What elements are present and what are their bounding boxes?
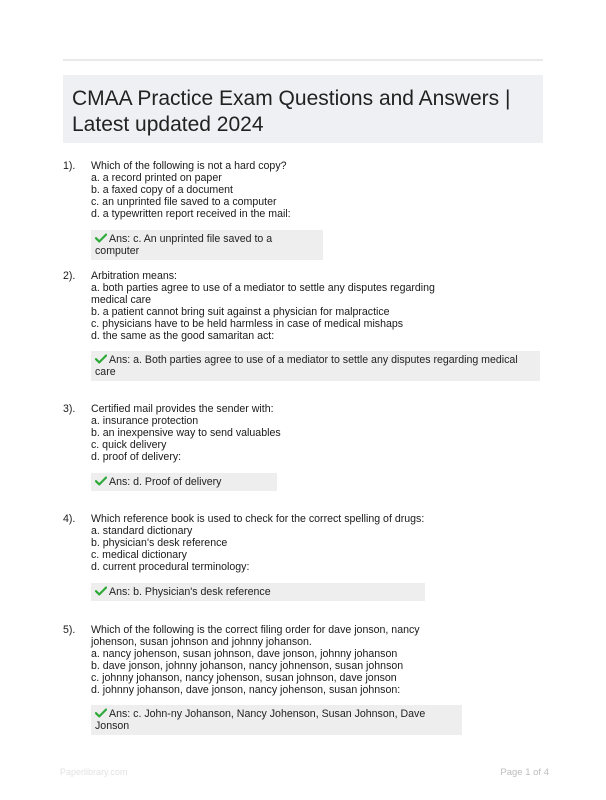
question-number: 4). — [63, 513, 76, 525]
option-b: b. an inexpensive way to send valuables — [91, 426, 281, 439]
answer-text: Ans: b. Physician's desk reference — [109, 585, 271, 598]
option-a: a. nancy johenson, susan johnson, dave jonson, johnny johanson — [91, 647, 398, 660]
checkmark-icon — [95, 354, 107, 364]
footer-page-number: Page 1 of 4 — [500, 767, 549, 778]
answer-box — [91, 473, 277, 491]
option-b: b. a faxed copy of a document — [91, 183, 233, 196]
checkmark-icon — [95, 233, 107, 243]
option-c: c. an unprinted file saved to a computer — [91, 195, 277, 208]
option-a: a. a record printed on paper — [91, 171, 222, 184]
option-b: b. physician's desk reference — [91, 536, 228, 549]
question-4 — [63, 514, 543, 601]
options-list — [91, 283, 441, 343]
option-d: d. proof of delivery: — [91, 450, 182, 463]
question-text: Certified mail provides the sender with: — [91, 403, 274, 415]
answer-text: Ans: a. Both parties agree to use of a mediator to settle any disputes regarding medical care — [95, 354, 518, 379]
page-title: CMAA Practice Exam Questions and Answers | Latest updated 2024 — [72, 87, 511, 136]
answer-text: Ans: c. An unprinted file saved to a computer — [95, 232, 273, 257]
option-d: d. current procedural terminology: — [91, 560, 250, 573]
question-number: 3). — [63, 403, 76, 415]
answer-text: Ans: c. John-ny Johanson, Nancy Johenson, Susan Johnson, Dave Jonson — [95, 708, 426, 733]
question-text: Which reference book is used to check for the correct spelling of drugs: — [91, 513, 425, 525]
footer-site-watermark: Paperlibrary.com — [60, 767, 128, 777]
answer-box — [91, 705, 462, 735]
options-list — [91, 526, 543, 574]
option-d: d. johnny johanson, dave jonson, nancy johenson, susan johnson: — [91, 683, 401, 696]
option-c: c. medical dictionary — [91, 548, 187, 561]
question-5 — [63, 625, 543, 735]
option-d: d. the same as the good samaritan act: — [91, 329, 275, 342]
answer-box — [91, 351, 540, 381]
question-1 — [63, 161, 543, 260]
question-2 — [63, 271, 543, 381]
option-b: b. a patient cannot bring suit against a physician for malpractice — [91, 305, 390, 318]
options-list — [91, 416, 543, 464]
answer-box — [91, 230, 323, 260]
answer-box — [91, 583, 425, 601]
question-text: Which of the following is the correct filing order for dave jonson, nancy johenson, susan johnson and johnny johanson. — [91, 624, 420, 648]
checkmark-icon — [95, 586, 107, 596]
question-number: 2). — [63, 270, 76, 282]
option-a: a. standard dictionary — [91, 524, 193, 537]
checkmark-icon — [95, 476, 107, 486]
option-c: c. johnny johanson, nancy johenson, susan johnson, dave jonson — [91, 671, 397, 684]
options-list — [91, 649, 543, 697]
answer-text: Ans: d. Proof of delivery — [109, 475, 222, 488]
option-b: b. dave jonson, johnny johanson, nancy johnenson, susan johnson — [91, 659, 404, 672]
option-a: a. both parties agree to use of a mediator to settle any disputes regarding medical care — [91, 281, 435, 306]
option-c: c. physicians have to be held harmless in case of medical mishaps — [91, 317, 404, 330]
question-3 — [63, 404, 543, 491]
question-number: 1). — [63, 160, 76, 172]
option-d: d. a typewritten report received in the mail: — [91, 207, 291, 220]
top-divider — [63, 59, 543, 61]
options-list — [91, 173, 543, 221]
question-number: 5). — [63, 624, 76, 636]
option-c: c. quick delivery — [91, 438, 167, 451]
option-a: a. insurance protection — [91, 414, 199, 427]
title-banner — [63, 75, 543, 143]
checkmark-icon — [95, 708, 107, 718]
question-text: Arbitration means: — [91, 270, 177, 282]
question-text: Which of the following is not a hard copy? — [91, 160, 287, 172]
